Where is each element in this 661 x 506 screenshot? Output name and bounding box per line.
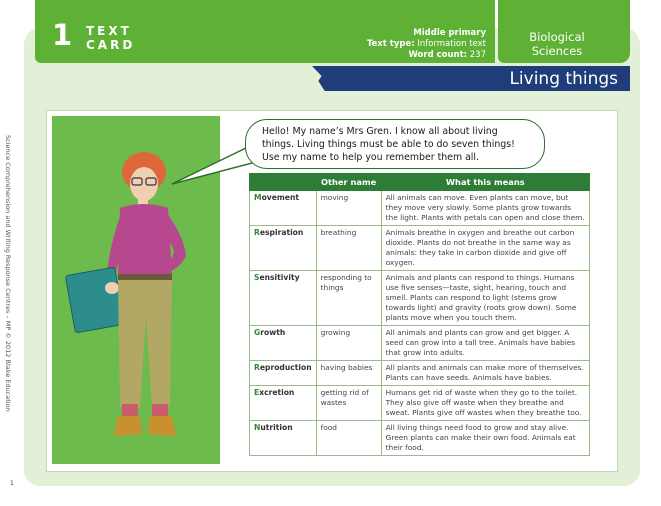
term-initial: R bbox=[254, 228, 260, 237]
card-label bbox=[86, 24, 135, 52]
term-rest: eproduction bbox=[259, 363, 312, 372]
table-means-cell: Animals breathe in oxygen and breathe out carbon dioxide. Plants do not breathe in the same way as animals: they take in carbon dioxide and give off oxygen. bbox=[381, 226, 589, 271]
term-initial: M bbox=[254, 193, 262, 202]
card-meta bbox=[367, 28, 486, 61]
table-means-cell: All animals can move. Even plants can move, but they move very slowly. Some plants grow towards the light. Plants with petals can open and close them. bbox=[381, 191, 589, 226]
table-row bbox=[250, 326, 590, 361]
term-rest: ensitivity bbox=[259, 273, 300, 282]
term-initial: E bbox=[254, 388, 260, 397]
table-term-cell bbox=[250, 361, 317, 386]
table-means-cell: All plants and animals can make more of themselves. Plants can have seeds. Animals have babies. bbox=[381, 361, 589, 386]
table-means-cell: All living things need food to grow and stay alive. Green plants can make their own food. Animals eat their food. bbox=[381, 421, 589, 456]
table-row bbox=[250, 191, 590, 226]
table-row bbox=[250, 226, 590, 271]
table-other-cell: growing bbox=[316, 326, 381, 361]
table-other-cell: breathing bbox=[316, 226, 381, 271]
table-term-cell bbox=[250, 421, 317, 456]
term-initial: G bbox=[254, 328, 261, 337]
term-initial: N bbox=[254, 423, 261, 432]
table-row bbox=[250, 271, 590, 326]
term-initial: R bbox=[254, 363, 260, 372]
word-count-value: 237 bbox=[469, 50, 486, 60]
table-other-cell: food bbox=[316, 421, 381, 456]
table-other-cell: having babies bbox=[316, 361, 381, 386]
term-rest: rowth bbox=[260, 328, 286, 337]
card-label-line2: CARD bbox=[86, 38, 136, 52]
table-term-cell bbox=[250, 326, 317, 361]
text-type-label: Text type: bbox=[366, 39, 415, 49]
card-number: 1 bbox=[52, 18, 73, 52]
subject-label bbox=[498, 30, 616, 58]
table-means-cell: All animals and plants can grow and get bigger. A seed can grow into a tall tree. Animals have babies that grow into adults. bbox=[381, 326, 589, 361]
table-other-cell: moving bbox=[316, 191, 381, 226]
term-rest: espiration bbox=[259, 228, 304, 237]
subject-line1: Biological bbox=[529, 30, 585, 44]
table-term-cell bbox=[250, 386, 317, 421]
table-term-cell bbox=[250, 271, 317, 326]
table-means-cell: Animals and plants can respond to things. Humans use five senses—taste, sight, hearing, touch and smell. Plants can respond to light (stems grow towards light) and gravity (roots grow down). Some plants move when you touch them. bbox=[381, 271, 589, 326]
table-row bbox=[250, 386, 590, 421]
table-row bbox=[250, 361, 590, 386]
table-header-cell bbox=[250, 174, 317, 191]
table-means-cell: Humans get rid of waste when they go to the toilet. They also give off waste when they breathe and sweat. Plants give off wastes when they breathe too. bbox=[381, 386, 589, 421]
table-header-row bbox=[250, 174, 590, 191]
table-row bbox=[250, 421, 590, 456]
page-title: Living things bbox=[509, 69, 618, 89]
word-count-label: Word count: bbox=[408, 50, 468, 60]
table-term-cell bbox=[250, 191, 317, 226]
side-credit-text: Science Comprehension and Writing Response Centres – MP © 2012 Blake Education bbox=[4, 135, 12, 412]
subject-line2: Sciences bbox=[531, 44, 583, 58]
table-other-cell: responding to things bbox=[316, 271, 381, 326]
term-rest: ovement bbox=[261, 193, 299, 202]
living-things-table bbox=[249, 173, 590, 456]
term-initial: S bbox=[254, 273, 260, 282]
speech-bubble: Hello! My name’s Mrs Gren. I know all about living things. Living things must be able to do seven things! Use my name to help you remember them all. bbox=[245, 119, 545, 169]
level-label: Middle primary bbox=[413, 28, 486, 38]
term-rest: xcretion bbox=[259, 388, 295, 397]
table-term-cell bbox=[250, 226, 317, 271]
table-header-cell: Other name bbox=[316, 174, 381, 191]
table-other-cell: getting rid of wastes bbox=[316, 386, 381, 421]
table-header-cell: What this means bbox=[381, 174, 589, 191]
page-number: 1 bbox=[10, 480, 14, 487]
term-rest: utrition bbox=[260, 423, 293, 432]
text-type-value: Information text bbox=[417, 39, 486, 49]
card-label-line1: TEXT bbox=[86, 24, 132, 38]
